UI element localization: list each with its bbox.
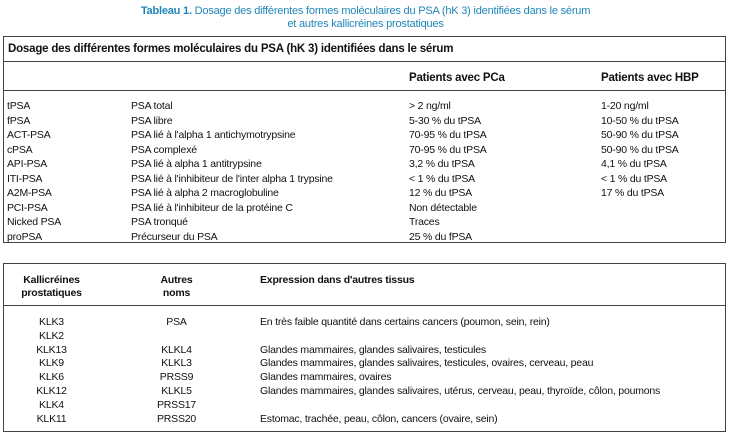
header-autres-line1: Autres: [160, 274, 193, 286]
header-kallikreines-line1: Kallicréines: [23, 274, 80, 286]
pca-value: Traces: [409, 216, 440, 228]
pca-value: < 1 % du tPSA: [409, 172, 475, 185]
table-row: [4, 144, 725, 157]
header-autres-line2: noms: [162, 287, 191, 299]
kallikrein-name: KLK9: [39, 357, 64, 370]
table-row: [4, 316, 725, 329]
psa-table-title: Dosage des différentes formes moléculaires du PSA (hK 3) identifiées dans le sérum: [8, 43, 454, 55]
header-expression: Expression dans d'autres tissus: [260, 274, 415, 286]
hbp-value: < 1 % du tPSA: [601, 172, 667, 185]
other-name: KLKL4: [161, 343, 192, 356]
kallikrein-name: KLK13: [36, 343, 67, 356]
caption-text: Dosage des différentes formes moléculaires du PSA (hK 3) identifiées dans le sérum: [191, 5, 591, 17]
psa-forms-table: [3, 36, 726, 243]
kallikrein-name: KLK6: [39, 371, 64, 384]
form-abbreviation: ITI-PSA: [7, 172, 43, 185]
header-divider: [4, 90, 725, 91]
kallikrein-header-divider: [4, 305, 725, 306]
form-name: PSA tronqué: [131, 216, 188, 228]
form-abbreviation: Nicked PSA: [7, 216, 62, 228]
form-name: PSA total: [131, 100, 173, 112]
header-hbp: Patients avec HBP: [601, 72, 699, 84]
other-name: PRSS9: [159, 371, 194, 384]
kallikrein-table: [3, 263, 726, 432]
kallikrein-name: KLK3: [39, 316, 64, 328]
hbp-value: 17 % du tPSA: [601, 187, 664, 199]
form-abbreviation: API-PSA: [7, 158, 48, 170]
form-name: PSA libre: [131, 114, 173, 127]
table-row: [4, 115, 725, 128]
form-abbreviation: fPSA: [7, 114, 31, 127]
form-abbreviation: ACT-PSA: [7, 129, 51, 141]
hbp-value: 10-50 % du tPSA: [601, 114, 679, 127]
table-row: [4, 129, 725, 142]
title-divider: [4, 61, 725, 62]
hbp-value: 50-90 % du tPSA: [601, 129, 679, 141]
kallikrein-name: KLK4: [39, 398, 64, 411]
table-row: [4, 173, 725, 186]
table-row: [4, 231, 725, 244]
tissue-expression: En très faible quantité dans certains cancers (poumon, sein, rein): [260, 316, 550, 328]
other-name: KLKL3: [161, 357, 192, 370]
table-row: [4, 158, 725, 171]
pca-value: Non détectable: [409, 201, 477, 214]
table-row: [4, 202, 725, 215]
table-row: [4, 399, 725, 412]
pca-value: 5-30 % du tPSA: [409, 114, 481, 127]
pca-value: > 2 ng/ml: [409, 100, 451, 112]
table-row: [4, 413, 725, 426]
table-row: [4, 371, 725, 384]
table-row: [4, 216, 725, 229]
form-abbreviation: proPSA: [7, 230, 42, 243]
kallikrein-name: KLK11: [36, 412, 67, 425]
table-row: [4, 344, 725, 357]
table-row: [4, 330, 725, 343]
other-name: PSA: [166, 316, 187, 328]
caption-line-1: [0, 5, 731, 18]
tissue-expression: Glandes mammaires, ovaires: [260, 371, 392, 384]
form-abbreviation: A2M-PSA: [7, 187, 52, 199]
table-row: [4, 187, 725, 200]
tissue-expression: Glandes mammaires, glandes salivaires, utérus, cerveau, peau, thyroïde, côlon, poumons: [260, 385, 661, 397]
pca-value: 25 % du fPSA: [409, 230, 472, 243]
caption-label: Tableau 1.: [140, 5, 192, 17]
table-row: [4, 357, 725, 370]
tissue-expression: Estomac, trachée, peau, côlon, cancers (ovaire, sein): [260, 412, 498, 425]
form-name: PSA lié à alpha 1 antitrypsine: [131, 158, 262, 170]
other-name: KLKL5: [161, 385, 192, 397]
form-name: PSA lié à l'inhibiteur de la protéine C: [131, 201, 293, 214]
pca-value: 70-95 % du tPSA: [409, 129, 487, 141]
form-name: PSA lié à l'alpha 1 antichymotrypsine: [131, 129, 296, 141]
header-autres-noms: [139, 274, 214, 300]
form-abbreviation: cPSA: [7, 143, 33, 156]
other-name: PRSS20: [156, 412, 197, 425]
form-abbreviation: tPSA: [7, 100, 31, 112]
form-name: PSA lié à l'inhibiteur de l'inter alpha 1 trypsine: [131, 172, 333, 185]
table-caption: [0, 5, 731, 31]
tissue-expression: Glandes mammaires, glandes salivaires, testicules, ovaires, cerveau, peau: [260, 357, 594, 370]
form-name: Précurseur du PSA: [131, 230, 218, 243]
table-row: [4, 100, 725, 113]
pca-value: 12 % du tPSA: [409, 187, 472, 199]
hbp-value: 4,1 % du tPSA: [601, 158, 667, 170]
other-name: PRSS17: [156, 398, 197, 411]
form-name: PSA lié à alpha 2 macroglobuline: [131, 187, 279, 199]
kallikrein-name: KLK12: [36, 385, 67, 397]
pca-value: 70-95 % du tPSA: [409, 143, 487, 156]
header-kallikreines-line2: prostatiques: [21, 287, 82, 299]
hbp-value: 50-90 % du tPSA: [601, 143, 679, 156]
form-name: PSA complexé: [131, 143, 197, 156]
form-abbreviation: PCI-PSA: [7, 201, 48, 214]
kallikrein-name: KLK2: [39, 329, 64, 342]
table-row: [4, 385, 725, 398]
header-pca: Patients avec PCa: [409, 72, 505, 84]
header-kallikreines: [14, 274, 89, 300]
pca-value: 3,2 % du tPSA: [409, 158, 475, 170]
caption-line-2: et autres kallicréines prostatiques: [287, 18, 444, 30]
hbp-value: 1-20 ng/ml: [601, 100, 649, 112]
tissue-expression: Glandes mammaires, glandes salivaires, testicules: [260, 343, 486, 356]
